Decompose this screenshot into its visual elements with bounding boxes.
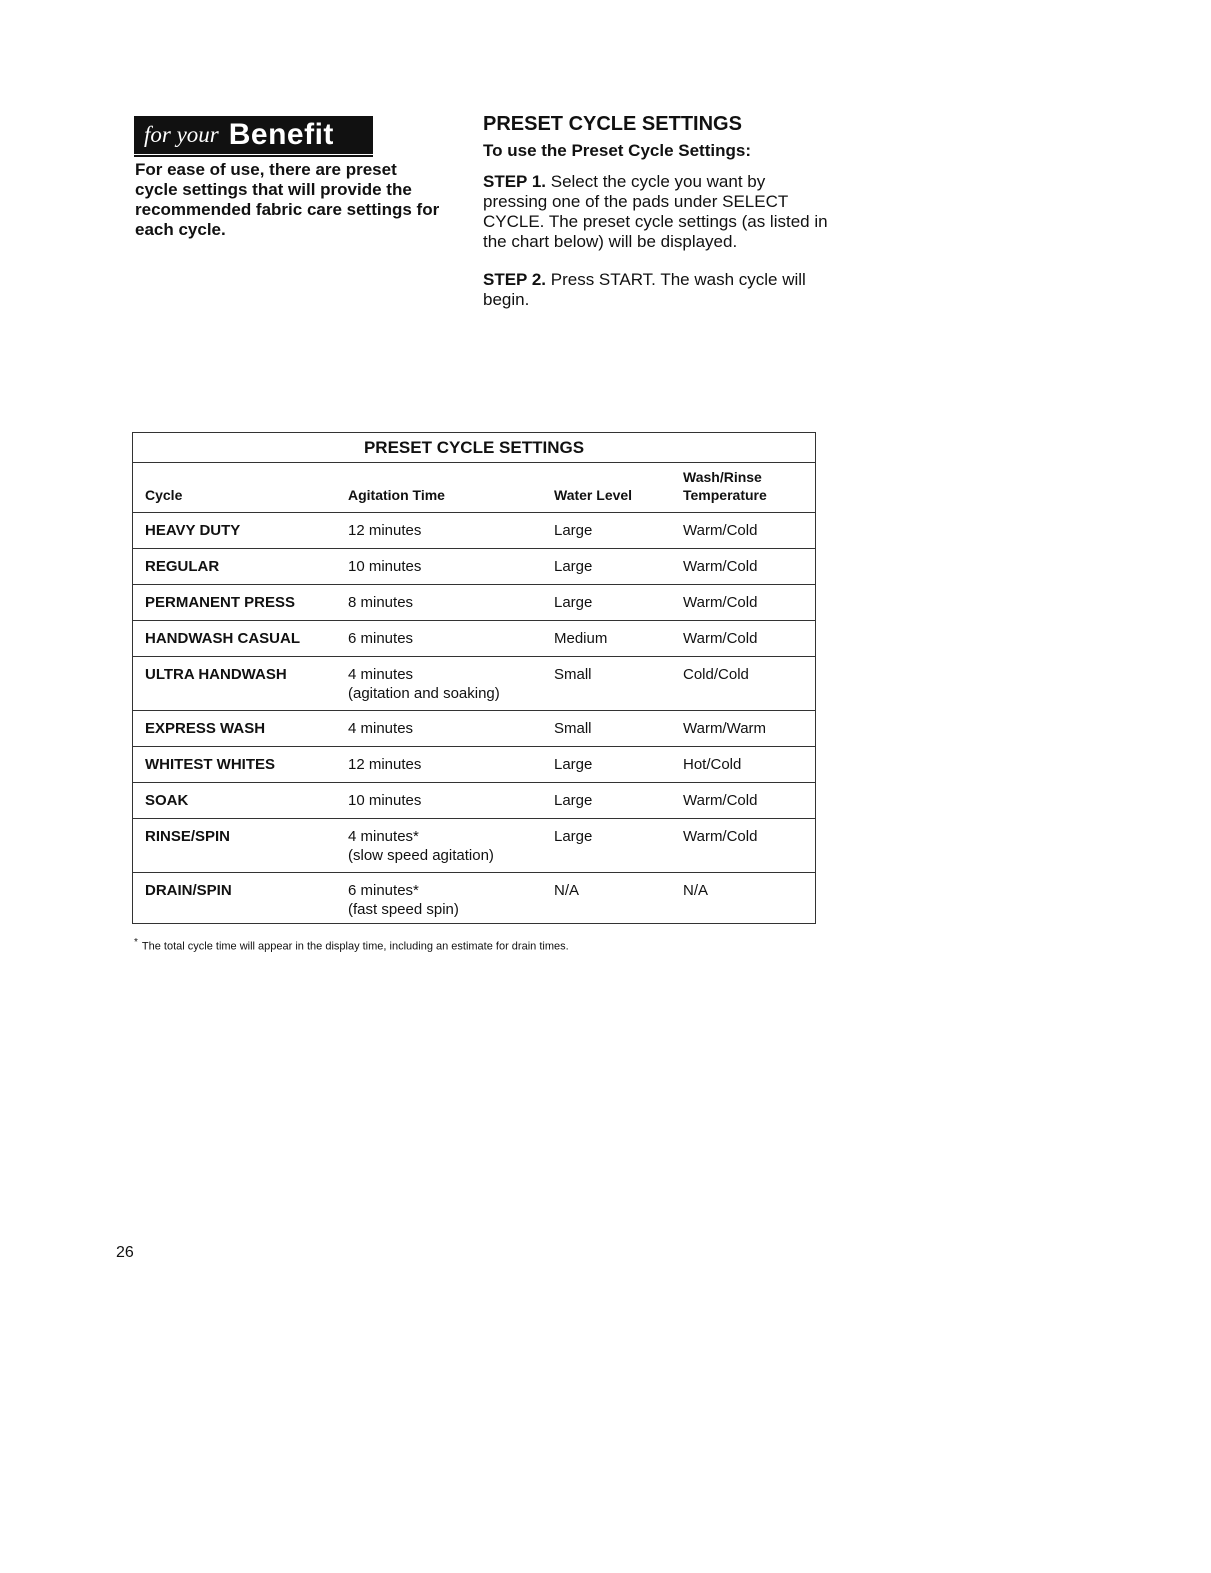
table-row [133,549,815,585]
instructions-subtitle: To use the Preset Cycle Settings: [483,141,751,160]
step-1-label: STEP 1. [483,172,546,191]
step-1 [483,172,828,252]
cell-cycle: HEAVY DUTY [145,522,241,539]
cell-water: Large [554,756,593,773]
cell-cycle: ULTRA HANDWASH [145,666,287,683]
instructions-title: PRESET CYCLE SETTINGS [483,113,742,135]
cell-water: N/A [554,882,580,899]
cell-water: Large [554,792,593,809]
cell-water: Medium [554,630,608,647]
header-temperature [683,468,767,504]
table-header [133,463,815,513]
preset-cycle-table [132,432,816,924]
table-row [133,873,815,926]
cell-cycle: SOAK [145,792,189,809]
cell-temp: Warm/Cold [683,630,758,647]
table-row [133,585,815,621]
cell-temp: Warm/Cold [683,522,758,539]
step-2 [483,270,828,310]
cell-temp: Cold/Cold [683,666,749,683]
for-your-benefit-badge [134,116,373,154]
header-cycle: Cycle [145,487,183,503]
header-agitation-time: Agitation Time [348,487,445,503]
step-1-text: Select the cycle you want by pressing one of the pads under SELECT CYCLE. The preset cycle settings (as listed in the chart below) will be displayed. [483,172,828,251]
table-row [133,783,815,819]
cell-temp: Warm/Cold [683,558,758,575]
table-row [133,819,815,873]
cell-water: Large [554,594,593,611]
cell-cycle: EXPRESS WASH [145,720,266,737]
cell-cycle: WHITEST WHITES [145,756,275,773]
cell-time: 12 minutes [348,522,422,539]
cell-time: 10 minutes [348,558,422,575]
footnote-text: The total cycle time will appear in the display time, including an estimate for drain times. [141,940,569,953]
cell-water: Small [554,720,592,737]
benefit-description: For ease of use, there are preset cycle settings that will provide the recommended fabric care settings for each cycle. [135,160,440,239]
cell-time-note: (fast speed spin) [348,901,459,918]
badge-word: Benefit [228,118,334,151]
cell-temp: Warm/Cold [683,792,758,809]
table-row [133,711,815,747]
cell-temp: Warm/Warm [683,720,767,737]
cell-cycle: RINSE/SPIN [145,828,231,845]
table-row [133,513,815,549]
table-title: PRESET CYCLE SETTINGS [133,433,815,463]
cell-time: 6 minutes [348,630,414,647]
footnote-star: * [134,937,138,948]
cell-cycle: HANDWASH CASUAL [145,630,300,647]
cell-time: 4 minutes [348,720,414,737]
cell-cycle: PERMANENT PRESS [145,594,296,611]
page-number: 26 [116,1244,134,1261]
cell-time-note: (agitation and soaking) [348,685,500,702]
cell-time: 6 minutes* (fast speed spin) [348,882,459,918]
cell-temp: Hot/Cold [683,756,742,773]
step-2-text: Press START. The wash cycle will begin. [483,270,806,309]
step-2-label: STEP 2. [483,270,546,289]
cell-water: Large [554,828,593,845]
header-temp-line2: Temperature [683,487,767,503]
cell-water: Large [554,522,593,539]
cell-water: Small [554,666,592,683]
header-temp-line1: Wash/Rinse [683,469,762,485]
cell-time: 12 minutes [348,756,422,773]
cell-time: 8 minutes [348,594,414,611]
cell-temp: N/A [683,882,709,899]
badge-script-text: for your [144,122,219,147]
cell-temp: Warm/Cold [683,594,758,611]
cell-cycle: DRAIN/SPIN [145,882,232,899]
cell-cycle: REGULAR [145,558,220,575]
cell-time: 10 minutes [348,792,422,809]
cell-time: 4 minutes (agitation and soaking) [348,666,500,702]
table-row [133,747,815,783]
table-footnote [134,937,569,953]
table-row [133,621,815,657]
badge-underline [134,155,373,157]
cell-time-note: (slow speed agitation) [348,847,494,864]
instructions-column [483,112,828,310]
cell-temp: Warm/Cold [683,828,758,845]
cell-water: Large [554,558,593,575]
header-water-level: Water Level [554,487,633,503]
cell-time: 4 minutes* (slow speed agitation) [348,828,494,864]
table-row [133,657,815,711]
